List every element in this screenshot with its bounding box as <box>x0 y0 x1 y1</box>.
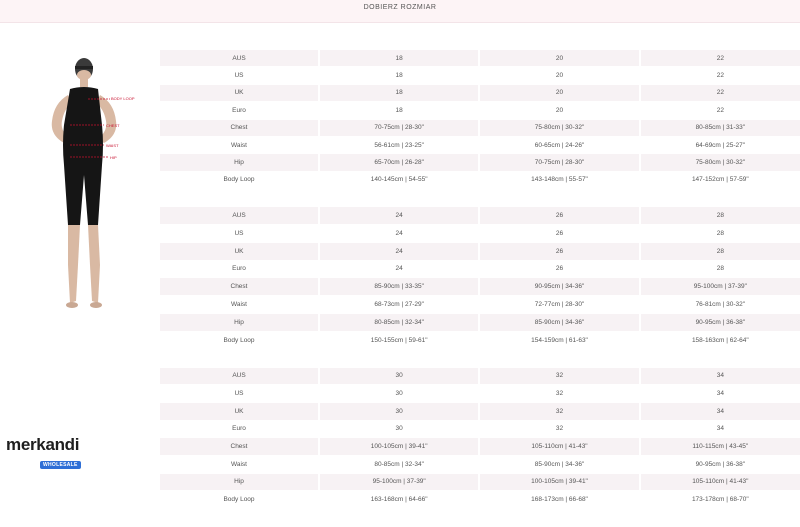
row-label: Chest <box>160 278 319 296</box>
row-label: UK <box>160 402 319 420</box>
size-cell: 24 <box>319 260 479 278</box>
size-cell: 18 <box>319 102 479 119</box>
row-label: Hip <box>160 154 319 171</box>
table-row <box>160 455 800 473</box>
size-cell: 22 <box>640 67 800 84</box>
table-row <box>160 136 800 153</box>
size-cell: 30 <box>319 420 479 438</box>
row-label: US <box>160 385 319 403</box>
size-cell: 26 <box>479 260 639 278</box>
size-cell: 18 <box>319 84 479 101</box>
table-row <box>160 260 800 278</box>
size-cell: 105-110cm | 41-43" <box>479 438 639 456</box>
table-row <box>160 84 800 101</box>
size-cell: 70-75cm | 28-30" <box>319 119 479 136</box>
size-cell: 34 <box>640 402 800 420</box>
size-cell: 24 <box>319 242 479 260</box>
table-row <box>160 368 800 385</box>
table-row <box>160 420 800 438</box>
size-cell: 65-70cm | 26-28" <box>319 154 479 171</box>
table-row <box>160 207 800 224</box>
size-cell: 24 <box>319 224 479 242</box>
table-row <box>160 313 800 331</box>
size-cell: 110-115cm | 43-45" <box>640 438 800 456</box>
size-cell: 60-65cm | 24-26" <box>479 136 639 153</box>
row-label: Waist <box>160 136 319 153</box>
size-cell: 173-178cm | 68-70" <box>640 491 800 509</box>
size-cell: 95-100cm | 37-39" <box>640 278 800 296</box>
table-row <box>160 278 800 296</box>
row-label: UK <box>160 242 319 260</box>
size-cell: 32 <box>479 385 639 403</box>
row-label: Chest <box>160 119 319 136</box>
size-cell: 147-152cm | 57-59" <box>640 171 800 188</box>
size-cell: 26 <box>479 224 639 242</box>
header-bar <box>0 0 800 23</box>
hip-label: HIP <box>110 155 117 160</box>
row-label: Euro <box>160 102 319 119</box>
size-cell: 28 <box>640 260 800 278</box>
table-row <box>160 224 800 242</box>
table-row <box>160 171 800 188</box>
size-cell: 28 <box>640 207 800 224</box>
size-cell: 20 <box>479 102 639 119</box>
chest-label: CHEST <box>106 123 120 128</box>
table-row <box>160 473 800 491</box>
page-title: DOBIERZ ROZMIAR <box>363 4 437 11</box>
table-row <box>160 119 800 136</box>
body-loop-label: BODY LOOP <box>111 96 135 101</box>
row-label: Waist <box>160 296 319 314</box>
size-cell: 20 <box>479 50 639 67</box>
size-cell: 80-85cm | 32-34" <box>319 313 479 331</box>
size-cell: 85-90cm | 34-36" <box>479 313 639 331</box>
row-label: Euro <box>160 420 319 438</box>
size-cell: 95-100cm | 37-39" <box>319 473 479 491</box>
size-cell: 22 <box>640 50 800 67</box>
size-cell: 70-75cm | 28-30" <box>479 154 639 171</box>
size-cell: 22 <box>640 102 800 119</box>
size-cell: 150-155cm | 59-61" <box>319 331 479 349</box>
size-cell: 64-69cm | 25-27" <box>640 136 800 153</box>
size-cell: 20 <box>479 67 639 84</box>
size-cell: 100-105cm | 39-41" <box>319 438 479 456</box>
row-label: Waist <box>160 455 319 473</box>
table-row <box>160 154 800 171</box>
table-row <box>160 67 800 84</box>
size-cell: 76-81cm | 30-32" <box>640 296 800 314</box>
size-cell: 34 <box>640 385 800 403</box>
size-cell: 20 <box>479 84 639 101</box>
size-cell: 18 <box>319 50 479 67</box>
size-cell: 85-90cm | 34-36" <box>479 455 639 473</box>
row-label: AUS <box>160 207 319 224</box>
table-row <box>160 438 800 456</box>
size-cell: 26 <box>479 207 639 224</box>
size-cell: 85-90cm | 33-35" <box>319 278 479 296</box>
size-cell: 18 <box>319 67 479 84</box>
size-cell: 90-95cm | 36-38" <box>640 455 800 473</box>
table-row <box>160 296 800 314</box>
table-row <box>160 102 800 119</box>
wholesale-badge: WHOLESALE <box>40 461 81 469</box>
merkandi-logo[interactable] <box>6 436 96 471</box>
row-label: Chest <box>160 438 319 456</box>
row-label: US <box>160 224 319 242</box>
size-cell: 32 <box>479 402 639 420</box>
size-cell: 90-95cm | 36-38" <box>640 313 800 331</box>
size-cell: 28 <box>640 224 800 242</box>
size-cell: 28 <box>640 242 800 260</box>
row-label: Hip <box>160 313 319 331</box>
row-label: Body Loop <box>160 331 319 349</box>
logo-brand: merkandi <box>6 435 80 454</box>
size-cell: 105-110cm | 41-43" <box>640 473 800 491</box>
size-cell: 163-168cm | 64-66" <box>319 491 479 509</box>
size-cell: 68-73cm | 27-29" <box>319 296 479 314</box>
size-cell: 90-95cm | 34-36" <box>479 278 639 296</box>
row-label: AUS <box>160 50 319 67</box>
row-label: Hip <box>160 473 319 491</box>
size-cell: 140-145cm | 54-55" <box>319 171 479 188</box>
size-cell: 34 <box>640 368 800 385</box>
size-cell: 32 <box>479 420 639 438</box>
row-label: Euro <box>160 260 319 278</box>
row-label: US <box>160 67 319 84</box>
size-cell: 30 <box>319 402 479 420</box>
size-cell: 22 <box>640 84 800 101</box>
size-cell: 154-159cm | 61-63" <box>479 331 639 349</box>
size-cell: 26 <box>479 242 639 260</box>
size-cell: 75-80cm | 30-32" <box>479 119 639 136</box>
size-cell: 24 <box>319 207 479 224</box>
table-row <box>160 242 800 260</box>
size-cell: 32 <box>479 368 639 385</box>
size-cell: 143-148cm | 55-57" <box>479 171 639 188</box>
size-cell: 80-85cm | 31-33" <box>640 119 800 136</box>
size-cell: 30 <box>319 385 479 403</box>
size-chart <box>160 50 800 527</box>
waist-label: WAIST <box>106 143 119 148</box>
row-label: Body Loop <box>160 491 319 509</box>
size-cell: 100-105cm | 39-41" <box>479 473 639 491</box>
swimmer-silhouette <box>22 55 152 315</box>
size-cell: 56-61cm | 23-25" <box>319 136 479 153</box>
size-cell: 168-173cm | 66-68" <box>479 491 639 509</box>
table-row <box>160 331 800 349</box>
swimmer-figure <box>22 55 152 315</box>
table-row <box>160 50 800 67</box>
row-label: UK <box>160 84 319 101</box>
size-table-3 <box>160 368 800 510</box>
table-row <box>160 491 800 509</box>
row-label: Body Loop <box>160 171 319 188</box>
size-cell: 72-77cm | 28-30" <box>479 296 639 314</box>
table-row <box>160 385 800 403</box>
table-row <box>160 402 800 420</box>
size-table-2 <box>160 207 800 349</box>
size-cell: 158-163cm | 62-64" <box>640 331 800 349</box>
row-label: AUS <box>160 368 319 385</box>
size-cell: 30 <box>319 368 479 385</box>
size-cell: 80-85cm | 32-34" <box>319 455 479 473</box>
size-cell: 75-80cm | 30-32" <box>640 154 800 171</box>
size-table-1 <box>160 50 800 189</box>
size-cell: 34 <box>640 420 800 438</box>
